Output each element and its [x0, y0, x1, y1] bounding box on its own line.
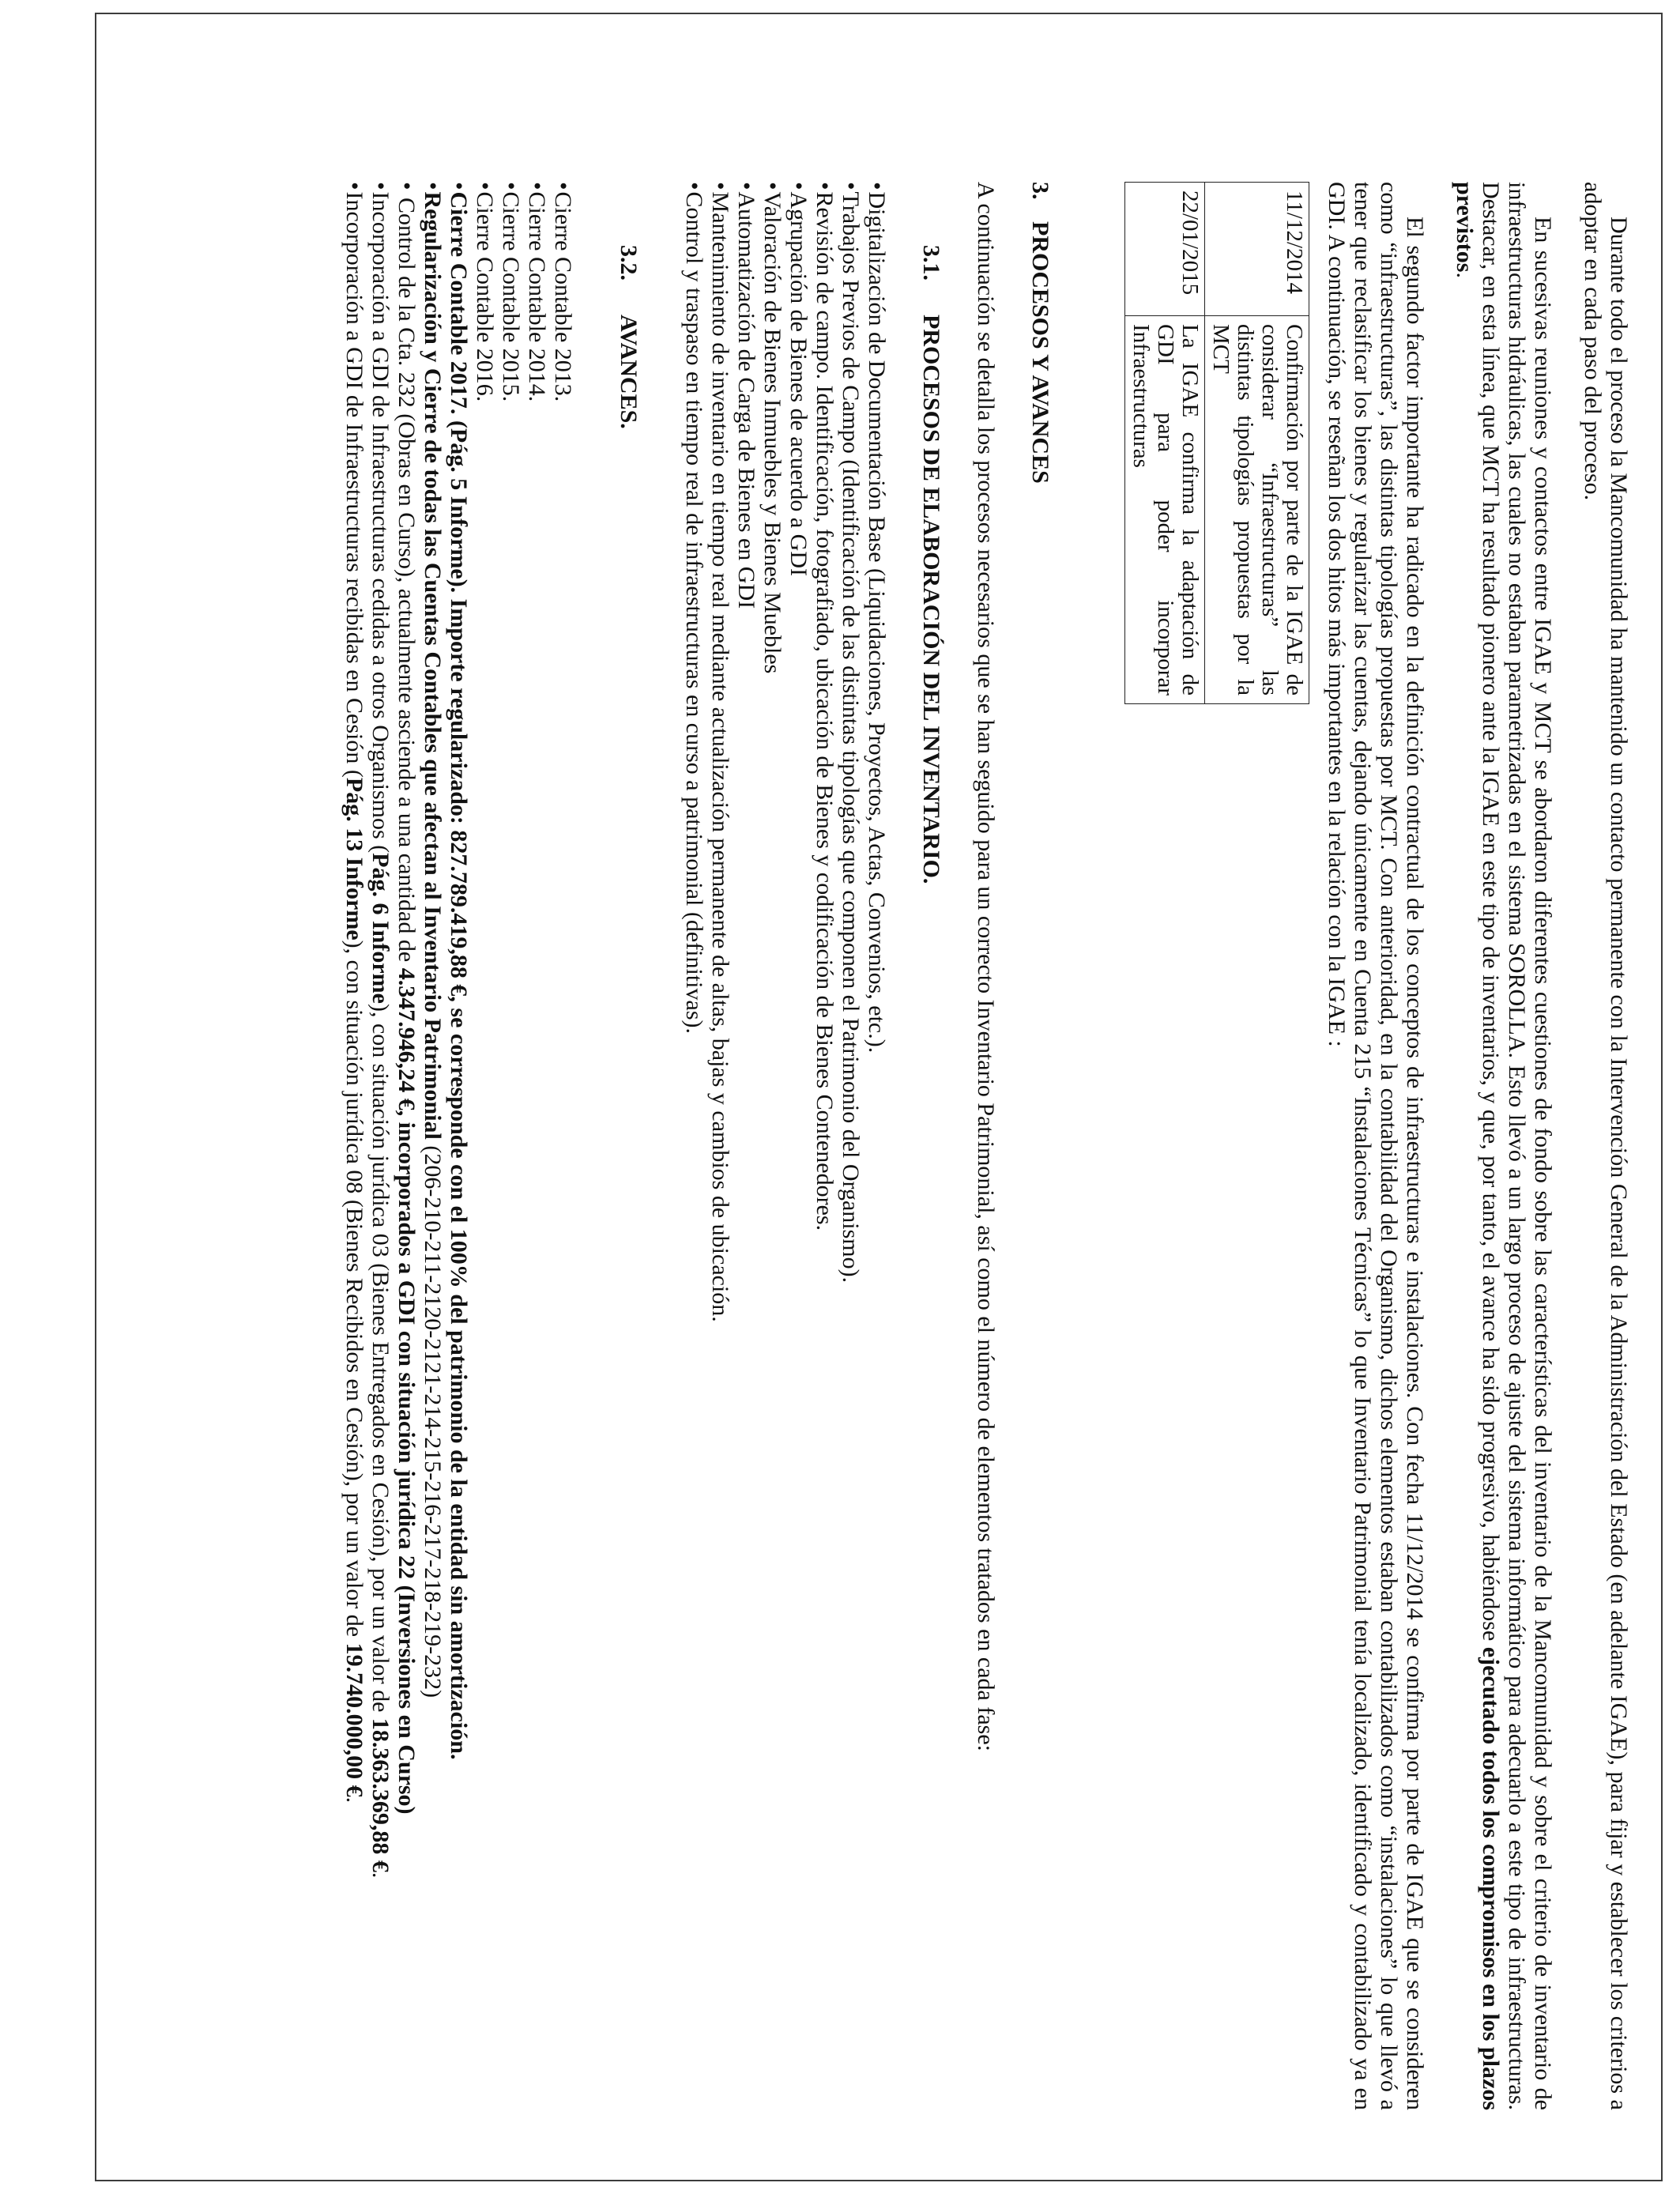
- paragraph-text: Durante todo el proceso la Mancomunidad ha mantenido un contacto permanente con la Intervención General de la Administración del Estado (en adelante IGAE), para fijar y establecer los criterios a adoptar en cada paso del proceso.: [1580, 182, 1632, 2110]
- milestone-date: 22/01/2015: [1125, 183, 1205, 316]
- list-item: •Revisión de campo. Identificación, fotografiado, ubicación de Bienes y codificación de Bienes Contenedores.: [812, 182, 838, 1231]
- list-item: •Agrupación de Bienes de acuerdo a GDI: [785, 182, 812, 576]
- section-title: PROCESOS Y AVANCES: [1027, 221, 1053, 484]
- list-item: •Trabajos Previos de Campo (Identificación de las distintas tipologías que componen el Patrimonio del Organismo).: [838, 182, 864, 1284]
- milestone-description: Confirmación por parte de la IGAE de considerar “Infraestructuras” las distintas tipologías propuestas por la MCT: [1205, 316, 1309, 704]
- list-item: •Digitalización de Documentación Base (Liquidaciones, Proyectos, Actas, Convenios, etc.).: [864, 182, 890, 1054]
- section-title: AVANCES.: [616, 315, 642, 429]
- list-item: •Cierre Contable 2013.: [550, 182, 576, 402]
- milestones-table: [1124, 182, 1309, 704]
- section-3-1-heading: [918, 245, 944, 2110]
- paragraph-text: El segundo factor importante ha radicado en la definición contractual de los conceptos de infraestructuras e instalaciones. Con fecha 11/12/2014 se confirma por parte de IGAE que se consideren como “infraestructuras”, las distintas tipologías propuestas por MCT. Con anterioridad, en la contabilidad del Organismo, dichos elementos estaban contabilizados como “instalaciones” lo que llevó a tener que reclasificar los bienes y regularizar las cuentas, dejando únicamente en Cuenta 215 “Instalaciones Técnicas” lo que Inventario Patrimonial tenía localizado, identificado y contabilizado ya en GDI. A continuación, se reseñan los dos hitos más importantes en la relación con la IGAE :: [1324, 182, 1428, 2110]
- list-item: •Incorporación a GDI de Infraestructuras recibidas en Cesión (Pág. 13 Informe), con situación jurídica 08 (Bienes Recibidos en Cesión), por un valor de 19.740.000,00 €.: [341, 182, 367, 1804]
- list-item: •Cierre Contable 2014.: [524, 182, 550, 402]
- list-item: •Regularización y Cierre de todas las Cuentas Contables que afectan al Inventario Patrimonial (206-210-211-2120-2121-214-215-216-217-218-219-232): [420, 182, 446, 1698]
- milestone-description: La IGAE confirma la adaptación de GDI para poder incorporar Infraestructuras: [1125, 316, 1205, 704]
- paragraph-text: En sucesivas reuniones y contactos entre IGAE y MCT se abordaron diferentes cuestiones de fondo sobre las características del inventario de la Mancomunidad y sobre el criterio de inventario de infraestructuras hidráulicas, las cuales no estaban parametrizadas en el sistema SOROLLA. Esto llevó a un largo proceso de ajuste del sistema informático para adecuarlo a este tipo de infraestructuras. Destacar, en esta línea, que MCT ha resultado pionero ante la IGAE en este tipo de inventarios, y que, por tanto, el avance ha sido progresivo, habiéndose: [1478, 182, 1556, 2110]
- section-number: 3.: [1027, 182, 1053, 200]
- rotated-document-page: [119, 16, 1659, 2166]
- list-item: •Automatización de Carga de Bienes en GDI: [733, 182, 759, 609]
- section-number: 3.2.: [616, 245, 642, 281]
- processes-list: [681, 182, 890, 2110]
- list-item: •Cierre Contable 2015.: [498, 182, 524, 402]
- list-item: • Control de la Cta. 232 (Obras en Curso), actualmente asciende a una cantidad de 4.347.946,24 €, incorporados a GDI con situación jurídica 22 (Inversiones en Curso): [394, 182, 420, 1815]
- paragraph-second-factor: [1324, 182, 1428, 2110]
- list-item: •Cierre Contable 2016.: [472, 182, 498, 402]
- section-title: PROCESOS DE ELABORACIÓN DEL INVENTARIO.: [918, 315, 944, 884]
- paragraph-text: A continuación se detalla los procesos necesarios que se han seguido para un correcto Inventario Patrimonial, así como el número de elementos tratados en cada fase:: [973, 182, 999, 1751]
- list-item: •Incorporación a GDI de Infraestructuras cedidas a otros Organismos (Pág. 6 Informe), con situación jurídica 03 (Bienes Entregados en Cesión), por un valor de 18.363.369,88 €.: [367, 182, 394, 1879]
- paragraph-igae-contact: [1580, 182, 1632, 2110]
- paragraph-meetings: [1452, 182, 1556, 2110]
- list-item: •Mantenimiento de inventario en tiempo real mediante actualización permanente de altas, bajas y cambios de ubicación.: [707, 182, 733, 1322]
- milestone-date: 11/12/2014: [1205, 183, 1309, 316]
- advances-list: [341, 182, 576, 2110]
- table-row: [1125, 183, 1205, 704]
- paragraph-bold-text: ejecutado todos los compromisos en los plazos previstos: [1452, 182, 1504, 2110]
- list-item: •Control y traspaso en tiempo real de infraestructuras en curso a patrimonial (definitivas).: [681, 182, 707, 1034]
- paragraph-text: .: [1452, 272, 1478, 278]
- section-3-heading: [1027, 182, 1053, 2110]
- section-number: 3.1.: [918, 245, 944, 281]
- list-item: •Valoración de Bienes Inmuebles y Bienes Muebles: [759, 182, 785, 674]
- list-item: •Cierre Contable 2017. (Pág. 5 Informe). Importe regularizado: 827.789.419,88 €, se corresponde con el 100% del patrimonio de la entidad sin amortización.: [446, 182, 472, 1760]
- section-3-2-heading: [616, 245, 642, 2110]
- section-3-intro: [973, 182, 999, 2110]
- document-body: [341, 182, 1632, 2110]
- table-row: [1205, 183, 1309, 704]
